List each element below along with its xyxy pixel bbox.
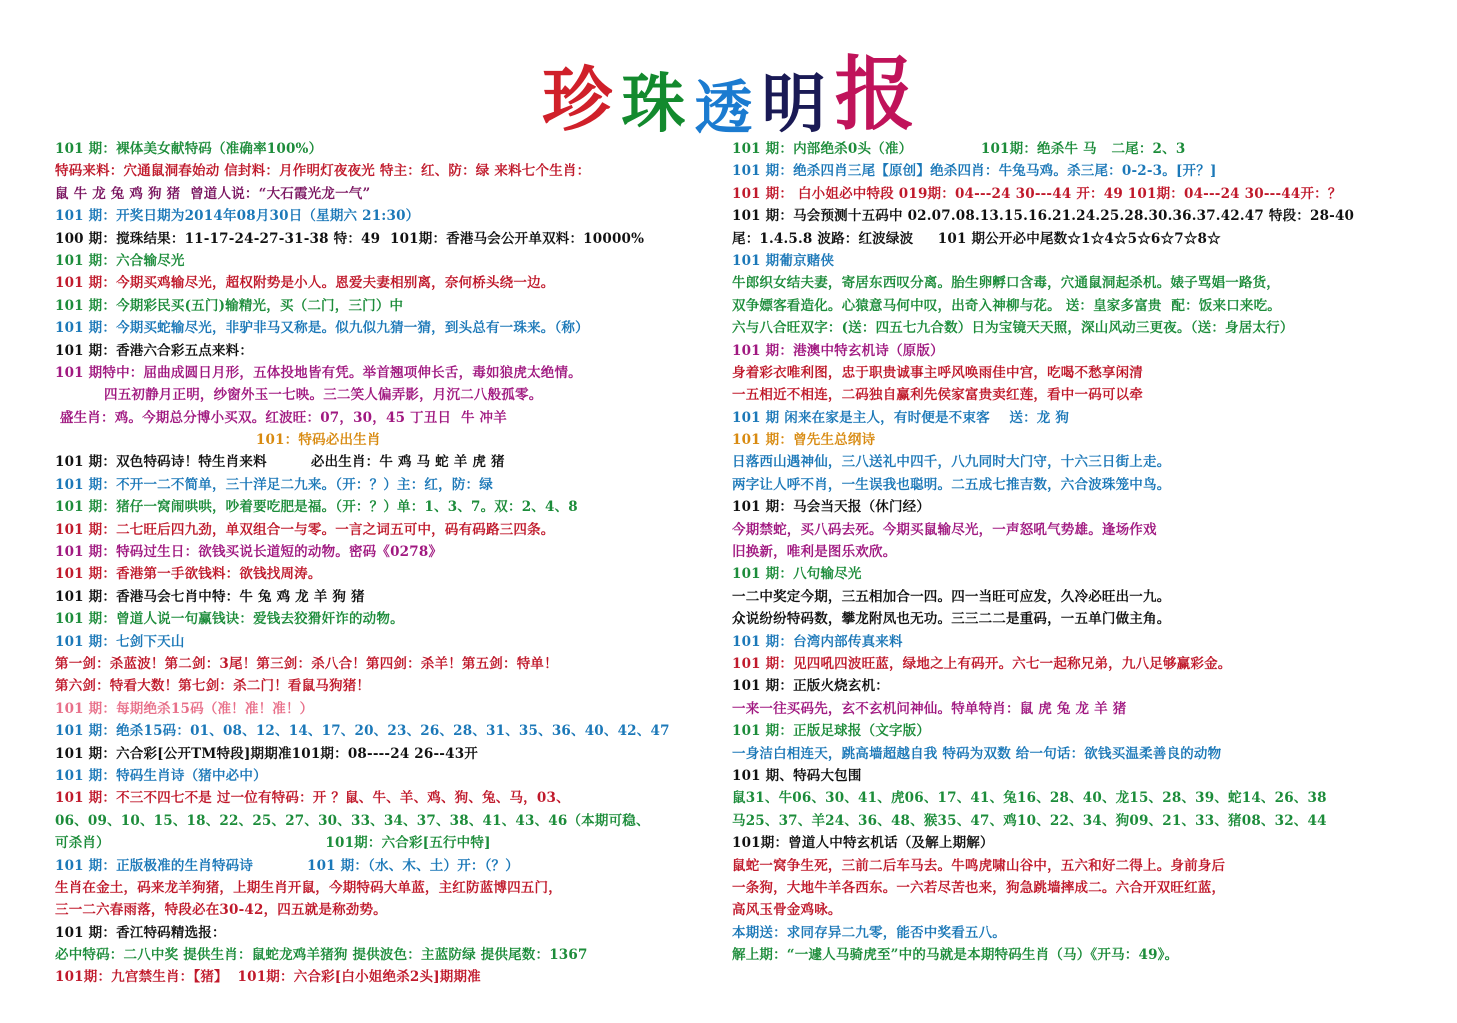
right-text-line: 101 期：正版足球报（文字版） xyxy=(732,723,931,740)
left-text-line: 鼠 牛 龙 兔 鸡 狗 猪 曾道人说：“大石霞光龙一气” xyxy=(55,185,371,202)
left-text-line: 101 期：六合输尽光 xyxy=(55,252,185,269)
right-text-line: 牛郎织女结夫妻，寄居东西叹分离。胎生卵孵口含毒，穴通鼠洞起杀机。婊子骂娼一路货， xyxy=(732,275,1280,292)
title-char-5: 报 xyxy=(834,47,915,141)
left-text-line: 第六剑：特看大数！第七剑：杀二门！看鼠马狗猪！ xyxy=(55,678,371,695)
left-text-line: 101 期：香港六合彩五点来料： xyxy=(55,342,254,359)
right-text-line: 众说纷纷特码数，攀龙附凤也无功。三三二二是重码，一五单门做主角。 xyxy=(732,611,1171,628)
right-text-line: 双争嫖客看造化。心猿意马何中叹，出奇入神柳与花。 送：皇家多富贵 配：饭来口来吃。 xyxy=(732,297,1281,314)
right-text-line: 本期送：求同存异二九零，能否中奖看五八。 xyxy=(732,924,1006,941)
left-text-line: 101 期：香港马会七肖中特：牛 兔 鸡 龙 羊 狗 猪 xyxy=(55,588,365,605)
right-text-line: 今期禁蛇，买八码去死。今期买鼠输尽光，一声怒吼气势雄。逢场作戏 xyxy=(732,521,1157,538)
left-text-line: 101 期：不三不四七不是 过一位有特码：开 ？鼠、牛、羊、鸡、狗、兔、马，03、 xyxy=(55,790,570,807)
left-text-line: 101 期：今期买蛇输尽光，非驴非马又称是。似九似九猜一猜，到头总有一珠来。（称） xyxy=(55,320,589,337)
right-text-line: 高风玉骨金鸡咏。 xyxy=(732,902,842,919)
left-text-line: 100 期：搅珠结果：11-17-24-27-31-38 特：49 101期：香港马会公开单双料：10000% xyxy=(55,230,645,247)
right-text-line: 101 期：八句输尽光 xyxy=(732,566,862,583)
left-text-line: 101 期特中：屈曲成圆日月形，五体投地皆有凭。举首翘项伸长舌，毒如狼虎太绝情。 xyxy=(55,364,582,381)
left-text-line: 可杀肖） 101期：六合彩[五行中特] xyxy=(55,835,491,852)
left-text-line: 101 期：曾道人说一句赢钱诀：爱钱去狡猾奸诈的动物。 xyxy=(55,611,404,628)
left-text-line: 三一二六春雨落，特段必在30-42，四五就是称劲势。 xyxy=(55,902,387,919)
title-char-3: 透 xyxy=(694,74,753,142)
right-text-line: 一身洁白相连天，跳高墙超越自我 特码为双数 给一句话：欲钱买温柔善良的动物 xyxy=(732,745,1222,762)
left-text-line: 101 期：香江特码精选报： xyxy=(55,924,226,941)
left-text-line: 101 期：今期彩民买(五门)输精光，买（二门，三门）中 xyxy=(55,297,404,314)
page-title xyxy=(0,30,1457,145)
left-text-line: 101 期：今期买鸡输尽光，超权附势是小人。恩爱夫妻相别离，奈何桥头绕一边。 xyxy=(55,275,555,292)
left-text-line: 四五初静月正明，纱窗外玉一七映。三二笑人偏弄影，月沉二八般孤零。 xyxy=(55,387,543,404)
left-text-line: 101 期：特码生肖诗（猪中必中） xyxy=(55,767,267,784)
right-text-line: 101 期： 白小姐必中特段 019期：04---24 30---44 开：49 101期：04---24 30---44开：？ xyxy=(732,185,1342,202)
right-text-line: 身着彩衣唯利图，忠于职贵诚事主呼风唤雨佳中宫，吃喝不愁享闲清 xyxy=(732,364,1143,381)
right-text-line: 101 期：马会当天报（休门经） xyxy=(732,499,931,516)
right-text-line: 101 期：马会预测十五码中 02.07.08.13.15.16.21.24.25.28.30.36.37.42.47 特段：28-40 xyxy=(732,208,1355,225)
left-text-line: 101 期：特码过生日：欲钱买说长道短的动物。密码《0278》 xyxy=(55,544,443,561)
right-text-line: 一来一往买码先，玄不玄机问神仙。特单特肖：鼠 虎 兔 龙 羊 猪 xyxy=(732,700,1127,717)
left-text-line: 101 期：正版极准的生肖特码诗 101 期：（水、木、土）开：（？） xyxy=(55,857,519,874)
left-column xyxy=(55,138,705,989)
right-text-line: 鼠蛇一窝争生死，三前二后车马去。牛鸣虎啸山谷中，五六和好二得上。身前身后 xyxy=(732,857,1226,874)
left-text-line: 生肖在金土，码来龙羊狗猪，上期生肖开鼠，今期特码大单蓝，主红防蓝博四五门， xyxy=(55,879,562,896)
title-char-4: 明 xyxy=(761,67,826,142)
right-text-line: 两字让人呼不肖，一生误我也聪明。二五成七推吉数，六合波珠笼中鸟。 xyxy=(732,476,1171,493)
left-text-line: 101 期：绝杀15码：01、08、12、14、17、20、23、26、28、31、35、36、40、42、47 xyxy=(55,723,670,740)
left-text-line: 101 期：香港第一手欲钱料：欲钱找周涛。 xyxy=(55,566,322,583)
right-text-line: 101 期：正版火烧玄机： xyxy=(732,678,889,695)
left-text-line: 特码来料：穴通鼠洞春始动 信封料：月作明灯夜夜光 特主：红、防：绿 来料七个生肖： xyxy=(55,163,591,180)
right-text-line: 101 期、特码大包围 xyxy=(732,767,862,784)
right-text-line: 101 期：内部绝杀0头（准） 101期：绝杀牛 马 二尾：2、3 xyxy=(732,141,1186,157)
right-text-line: 日落西山遇神仙，三八送礼中四千，八九同时大门守，十六三日街上走。 xyxy=(732,454,1171,471)
left-text-line: 101：特码必出生肖 xyxy=(55,432,381,449)
left-text-line: 101 期：七剑下天山 xyxy=(55,633,185,650)
right-text-line: 一五相近不相连，二码独自赢利先侯家富贵卖红莲，看中一码可以牵 xyxy=(732,387,1143,404)
left-text-line: 101 期：二七旺后四九劲，单双组合一与零。一言之词五可中，码有码路三四条。 xyxy=(55,521,555,538)
left-text-line: 101 期：双色特码诗！特生肖来料 必出生肖：牛 鸡 马 蛇 羊 虎 猪 xyxy=(55,454,505,471)
right-text-line: 六与八合旺双字：(送：四五七九合数）日为宝镜天天照，深山风动三更夜。（送：身居太行） xyxy=(732,320,1294,337)
left-text-line: 必中特码：二八中奖 提供生肖：鼠蛇龙鸡羊猪狗 提供波色：主蓝防绿 提供尾数：1367 xyxy=(55,947,588,964)
left-text-line: 第一剑：杀蓝波！第二剑：3尾！第三剑：杀八合！第四剑：杀羊！第五剑：特单！ xyxy=(55,655,558,672)
title-char-2: 珠 xyxy=(621,67,686,142)
right-text-line: 101 期：绝杀四肖三尾【原创】绝杀四肖：牛兔马鸡。杀三尾：0-2-3。[开？] xyxy=(732,163,1217,180)
left-text-line: 101 期：不开一二不简单，三十洋足二九来。（开：？）主：红，防：绿 xyxy=(55,476,493,493)
right-column xyxy=(732,138,1422,966)
right-text-line: 解上期：“一遽人马骑虎至”中的马就是本期特码生肖（马）《开马：49》。 xyxy=(732,947,1179,964)
right-text-line: 旧换新，唯利是图乐欢欣。 xyxy=(732,544,897,561)
right-text-line: 鼠31、牛06、30、41、虎06、17、41、兔16、28、40、龙15、28、39、蛇14、26、38 xyxy=(732,790,1327,807)
left-text-line: 101 期：每期绝杀15码（准！准！准！） xyxy=(55,700,314,717)
left-text-line: 06、09、10、15、18、22、25、27、30、33、34、37、38、41、43、46（本期可稳、 xyxy=(55,812,650,829)
title-char-1: 珍 xyxy=(542,58,613,141)
left-text-line: 101期：九宫禁生肖：【猪】 101期：六合彩[白小姐绝杀2头]期期准 xyxy=(55,969,481,986)
right-text-line: 马25、37、羊24、36、48、猴35、47、鸡10、22、34、狗09、21、33、猪08、32、44 xyxy=(732,812,1327,829)
right-text-line: 一二中奖定今期，三五相加合一四。四一当旺可应发，久冷必旺出一九。 xyxy=(732,588,1171,605)
right-text-line: 101 期：港澳中特玄机诗（原版） xyxy=(732,342,944,359)
right-text-line: 尾：1.4.5.8 波路：红波绿波 101 期公开必中尾数☆1☆4☆5☆6☆7☆8☆ xyxy=(732,230,1221,247)
left-text-line: 盛生肖：鸡。今期总分博小买双。红波旺：07，30，45 丁丑日 牛 冲羊 xyxy=(55,409,507,426)
right-text-line: 101期：曾道人中特玄机话（及解上期解） xyxy=(732,835,994,852)
right-text-line: 101 期 闲来在家是主人，有时便是不束客 送：龙 狗 xyxy=(732,409,1070,426)
left-text-line: 101 期：裸体美女献特码（准确率100%） xyxy=(55,141,323,157)
right-text-line: 101 期：台湾内部传真来料 xyxy=(732,633,903,650)
left-text-line: 101 期：开奖日期为2014年08月30日（星期六 21:30） xyxy=(55,208,420,225)
right-text-line: 101 期葡京赌侠 xyxy=(732,252,835,269)
right-text-line: 一条狗，大地牛羊各西东。一六若尽苦也来，狗急跳墙摔成二。六合开双旺红蓝， xyxy=(732,879,1226,896)
left-text-line: 101 期：猪仔一窝闹哄哄，吵着要吃肥是福。（开：？）单：1、3、7。双：2、4、8 xyxy=(55,499,578,516)
left-text-line: 101 期：六合彩[公开TM特段]期期准101期：08----24 26--43开 xyxy=(55,745,478,762)
right-text-line: 101 期：见四吼四波旺蓝，绿地之上有码开。六七一起称兄弟，九八足够赢彩金。 xyxy=(732,655,1232,672)
right-text-line: 101 期：曾先生总纲诗 xyxy=(732,432,876,449)
